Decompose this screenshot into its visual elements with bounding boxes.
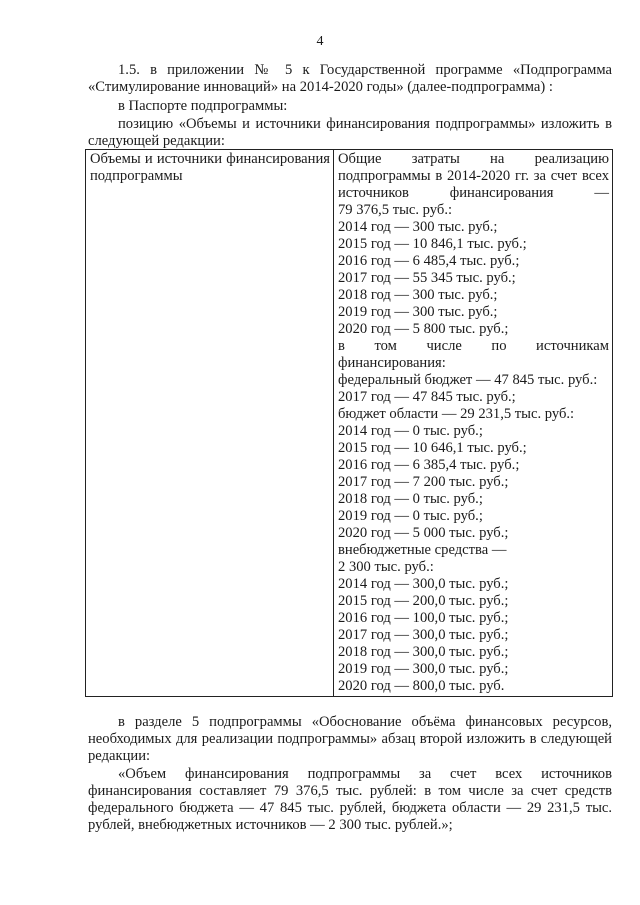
table-row [86,150,613,697]
year-line: 2018 год — 300,0 тыс. руб.; [338,644,509,660]
sources-line: в том числе по источникам [338,338,609,354]
year-line: 2019 год — 300 тыс. руб.; [338,304,498,320]
year-line: 2019 год — 300,0 тыс. руб.; [338,661,509,677]
financing-table [85,149,613,697]
section5-paragraph: в разделе 5 подпрограммы «Обоснование объёма финансовых ресурсов, необходимых для реализации подпрограммы» абзац второй изложить в следующей редакции: [88,714,612,764]
year-line: 2020 год — 5 800 тыс. руб.; [338,321,509,337]
year-line: 2017 год — 7 200 тыс. руб.; [338,474,509,490]
total-line: 79 376,5 тыс. руб.: [338,202,453,218]
year-line: 2014 год — 0 тыс. руб.; [338,423,483,439]
left-cell-text: Объемы и источники финансирования подпрограммы [90,151,330,184]
year-line: 2019 год — 0 тыс. руб.; [338,508,483,524]
year-line: 2015 год — 200,0 тыс. руб.; [338,593,509,609]
page-number: 4 [316,34,324,49]
table-right-cell [334,150,613,697]
regional-budget-line: бюджет области — 29 231,5 тыс. руб.: [338,406,575,422]
right-intro-line: источников финансирования — [338,185,609,201]
right-intro-line: подпрограммы в 2014-2020 гг. за счет всех [338,168,609,184]
extrabudgetary-line: внебюджетные средства — [338,542,507,558]
year-line: 2018 год — 300 тыс. руб.; [338,287,498,303]
extrabudgetary-total-line: 2 300 тыс. руб.: [338,559,434,575]
year-line: 2020 год — 5 000 тыс. руб.; [338,525,509,541]
quote-paragraph: «Объем финансирования подпрограммы за счет всех источников финансирования составляет 79 376,5 тыс. рублей: в том числе за счет средств федерального бюджета — 47 845 тыс. рублей, бюджета области — 29 231,5 тыс. рублей, внебюджетных источников — 2 300 тыс. рублей.»; [88,766,612,833]
position-paragraph: позицию «Объемы и источники финансирования подпрограммы» изложить в следующей редакции: [88,116,612,149]
year-line: 2017 год — 55 345 тыс. руб.; [338,270,516,286]
year-line: 2015 год — 10 846,1 тыс. руб.; [338,236,527,252]
year-line: 2014 год — 300,0 тыс. руб.; [338,576,509,592]
year-line: 2016 год — 100,0 тыс. руб.; [338,610,509,626]
year-line: 2020 год — 800,0 тыс. руб. [338,678,505,694]
year-line: 2018 год — 0 тыс. руб.; [338,491,483,507]
year-line: 2017 год — 300,0 тыс. руб.; [338,627,509,643]
intro-paragraph: 1.5. в приложении № 5 к Государственной программе «Подпрограмма «Стимулирование инноваций» на 2014-2020 годы» (далее-подпрограмма) : [88,62,612,95]
year-line: 2017 год — 47 845 тыс. руб.; [338,389,516,405]
year-line: 2015 год — 10 646,1 тыс. руб.; [338,440,527,456]
table-left-cell [86,150,334,697]
year-line: 2016 год — 6 385,4 тыс. руб.; [338,457,520,473]
right-intro-line: Общие затраты на реализацию [338,151,609,167]
passport-line: в Паспорте подпрограммы: [118,98,288,114]
federal-budget-line: федеральный бюджет — 47 845 тыс. руб.: [338,372,598,388]
year-line: 2014 год — 300 тыс. руб.; [338,219,498,235]
year-line: 2016 год — 6 485,4 тыс. руб.; [338,253,520,269]
sources-line: финансирования: [338,355,446,371]
